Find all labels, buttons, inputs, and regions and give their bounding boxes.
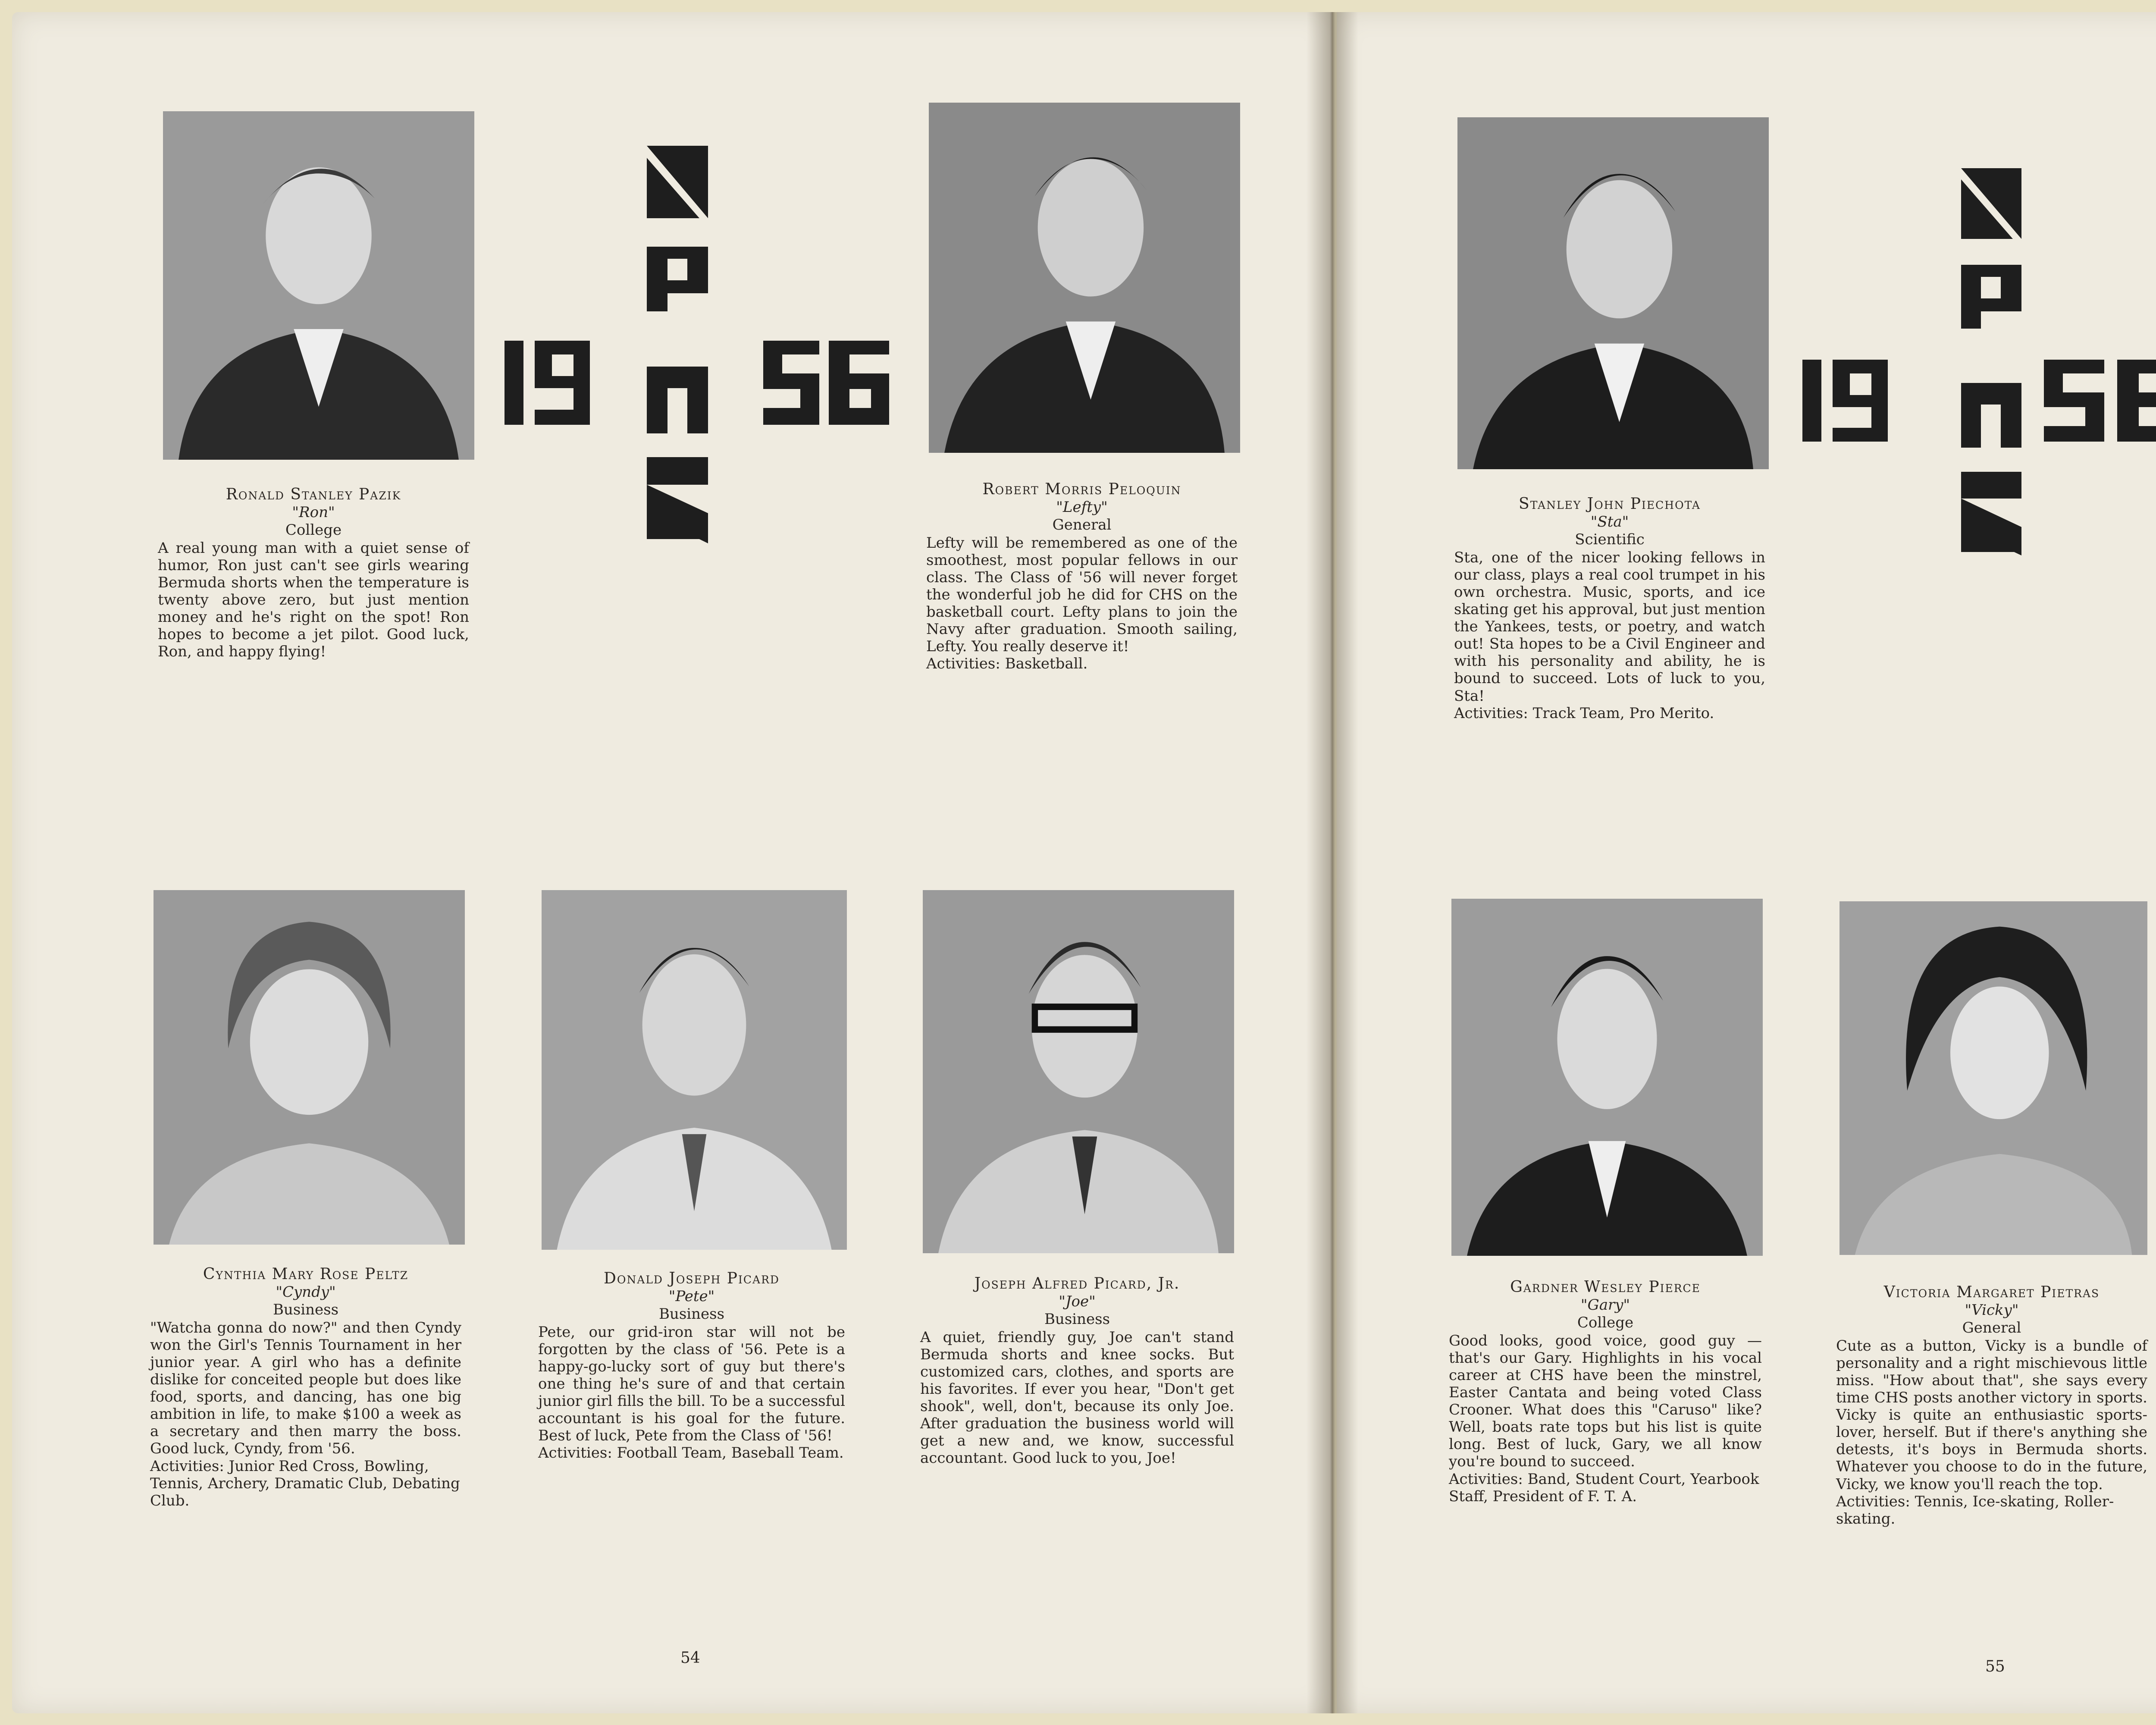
- book-gutter: [1307, 12, 1358, 1713]
- student-bio: Pete, our grid-iron star will not be forgotten by the class of '56. Pete is a happy-go-lucky sort of guy but there's one thing he's sure of and that certain junior girl fills the bill. To be a successful accountant is his goal for the future. Best of luck, Pete from the Class of '56!: [538, 1323, 845, 1445]
- student-bio: A quiet, friendly guy, Joe can't stand Bermuda shorts and knee socks. But customized cars, clothes, and sports are his favorites. If ever you hear, "Don't get shook", well, don't, because its only Joe. After graduation the business world will get a new and, we know, successful accountant. Good luck to you, Joe!: [920, 1328, 1234, 1467]
- student-name: Cynthia Mary Rose Peltz: [203, 1265, 409, 1283]
- student-nickname: "Pete": [668, 1288, 715, 1305]
- student-bio: Cute as a button, Vicky is a bundle of personality and a right mischievous little miss. "How about that", she says every time CHS posts another victory in sports. Vicky is quite an enthusiastic sports-lover, herself. But if there's anything she detests, it's boys in Bermuda shorts. Whatever you choose to do in the future, Vicky, we know you'll reach the top.: [1836, 1337, 2147, 1493]
- entry-pazik: [158, 486, 469, 660]
- student-nickname: "Ron": [292, 504, 335, 521]
- year-banner-left: [505, 142, 893, 608]
- student-bio: Good looks, good voice, good guy — that's our Gary. Highlights in his vocal career at CHS have been the minstrel, Easter Cantata and being voted Class Crooner. What does this "Caruso" like? Well, boats rate tops but his list is quite long. Best of luck, Gary, we all know you're bound to succeed.: [1449, 1332, 1762, 1471]
- student-bio: Sta, one of the nicer looking fellows in our class, plays a real cool trumpet in his own orchestra. Music, sports, and ice skating get his approval, but just mention the Yankees, tests, or poetry, and watch out! Sta hopes to be a Civil Engineer and with his personality and ability, he is bound to succeed. Lots of luck to you, Sta!: [1454, 549, 1765, 705]
- student-nickname: "Lefty": [1056, 499, 1108, 516]
- student-course: Business: [273, 1301, 339, 1318]
- student-bio: Lefty will be remembered as one of the smoothest, most popular fellows in our class. The Class of '56 will never forget the wonderful job he did for CHS on the basketball court. Lefty plans to join the Navy after graduation. Smooth sailing, Lefty. You really deserve it!: [926, 534, 1238, 656]
- student-name: Ronald Stanley Pazik: [226, 486, 401, 503]
- portrait-photo-pietras: [1839, 901, 2147, 1255]
- student-course: Business: [658, 1305, 725, 1323]
- student-activities: Activities: Tennis, Ice-skating, Roller-skating.: [1836, 1493, 2114, 1527]
- student-bio: "Watcha gonna do now?" and then Cyndy won the Girl's Tennis Tournament in her junior year. A girl who has a definite dislike for conceited people but does like food, sports, and dancing, has one big ambition in life, to make $100 a week as a secretary and then marry the boss. Good luck, Cyndy, from '56.: [150, 1319, 461, 1458]
- student-nickname: "Vicky": [1965, 1302, 2019, 1319]
- portrait-photo-peloquin: [929, 103, 1240, 453]
- student-name: Joseph Alfred Picard, Jr.: [974, 1275, 1180, 1292]
- student-activities: Activities: Football Team, Baseball Team.: [538, 1444, 844, 1462]
- student-nickname: "Gary": [1580, 1296, 1630, 1314]
- year-banner-right: [1798, 165, 2156, 613]
- portrait-photo-dpicard: [542, 890, 847, 1250]
- student-name: Gardner Wesley Pierce: [1510, 1278, 1701, 1296]
- student-activities: Activities: Junior Red Cross, Bowling, Tennis, Archery, Dramatic Club, Debating Club.: [150, 1457, 460, 1509]
- page-number-right: 55: [1985, 1658, 2005, 1675]
- student-activities: Activities: Track Team, Pro Merito.: [1454, 704, 1714, 722]
- entry-jpicard: [920, 1275, 1234, 1467]
- entry-peloquin: [926, 480, 1238, 673]
- student-name: Stanley John Piechota: [1519, 495, 1701, 513]
- entry-pietras: [1836, 1283, 2147, 1527]
- portrait-photo-pierce: [1451, 899, 1763, 1256]
- student-course: College: [1577, 1314, 1634, 1331]
- student-nickname: "Joe": [1059, 1293, 1096, 1311]
- entry-piechota: [1454, 495, 1765, 722]
- entry-pierce: [1449, 1278, 1762, 1505]
- page-number-left: 54: [680, 1649, 700, 1667]
- student-nickname: "Cyndy": [276, 1283, 336, 1301]
- student-name: Victoria Margaret Pietras: [1883, 1283, 2100, 1301]
- portrait-photo-peltz: [154, 890, 465, 1245]
- student-course: General: [1962, 1319, 2021, 1336]
- student-activities: Activities: Band, Student Court, Yearbook Staff, President of F. T. A.: [1449, 1470, 1759, 1505]
- student-course: Business: [1044, 1310, 1110, 1328]
- portrait-photo-pazik: [163, 111, 474, 460]
- portrait-photo-piechota: [1457, 117, 1769, 469]
- student-activities: Activities: Basketball.: [926, 655, 1088, 673]
- entry-peltz: [150, 1265, 461, 1509]
- student-name: Donald Joseph Picard: [604, 1270, 780, 1287]
- student-course: Scientific: [1575, 530, 1645, 548]
- student-course: General: [1052, 516, 1112, 533]
- student-bio: A real young man with a quiet sense of humor, Ron just can't see girls wearing Bermuda shorts when the temperature is twenty above zero, but just mention money and he's right on the spot! Ron hopes to become a jet pilot. Good luck, Ron, and happy flying!: [158, 539, 469, 661]
- student-nickname: "Sta": [1590, 513, 1629, 531]
- entry-dpicard: [538, 1270, 845, 1462]
- student-name: Robert Morris Peloquin: [982, 480, 1181, 498]
- student-course: College: [285, 521, 342, 539]
- portrait-photo-jpicard: [923, 890, 1234, 1253]
